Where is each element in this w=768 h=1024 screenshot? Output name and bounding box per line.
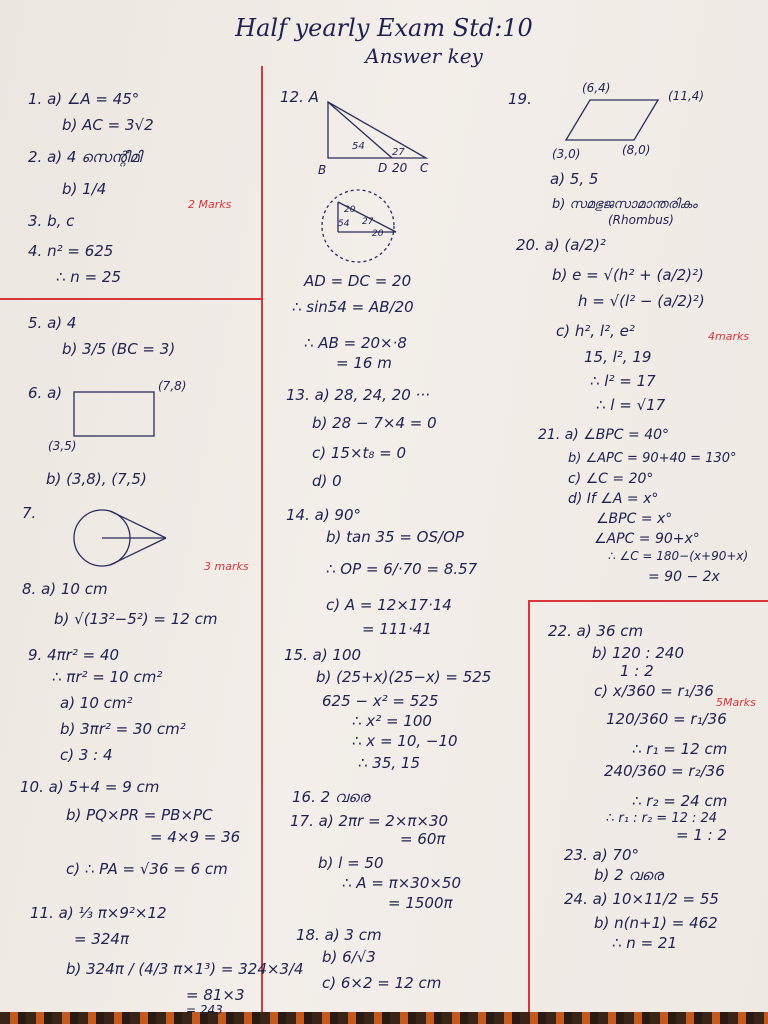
- answer-line: a) 10 cm²: [60, 694, 133, 712]
- answer-line: b) 1/4: [62, 180, 107, 198]
- answer-line: 3. b, c: [28, 212, 75, 230]
- answer-line: b) n(n+1) = 462: [594, 914, 718, 932]
- answer-line: h = √(l² − (a/2)²): [578, 292, 705, 310]
- answer-line: c) h², l², e²: [556, 322, 635, 340]
- answer-line: c) 15×t₈ = 0: [312, 444, 407, 462]
- answer-line: 1. a) ∠A = 45°: [28, 90, 140, 108]
- answer-line: b) (25+x)(25−x) = 525: [316, 668, 492, 686]
- answer-line: = 1500π: [388, 894, 453, 912]
- answer-line: 22. a) 36 cm: [548, 622, 644, 640]
- answer-line: = 4×9 = 36: [150, 828, 241, 846]
- column-divider-left: [261, 66, 263, 1012]
- coordinate-label: (6,4): [582, 81, 611, 95]
- answer-line: ∴ sin54 = AB/20: [292, 298, 414, 316]
- answer-line: 14. a) 90°: [286, 506, 362, 524]
- section-divider-left: [0, 298, 262, 300]
- answer-line: 4. n² = 625: [28, 242, 114, 260]
- answer-line: 625 − x² = 525: [322, 692, 439, 710]
- coordinate-label: (7,8): [158, 379, 187, 393]
- section-divider-right-top: [528, 600, 768, 602]
- answer-line: ∴ n = 25: [56, 268, 122, 286]
- answer-line: b) 120 : 240: [592, 644, 684, 662]
- answer-line: 19.: [508, 90, 532, 108]
- answer-line: ∴ πr² = 10 cm²: [52, 668, 163, 686]
- answer-line: 21. a) ∠BPC = 40°: [538, 427, 670, 443]
- angle-label: 54: [352, 141, 365, 152]
- section-divider-right: [528, 600, 530, 1012]
- circle-tangent-sketch: [72, 508, 172, 570]
- answer-line: ∴ l² = 17: [590, 372, 656, 390]
- answer-line: ∴ ∠C = 180−(x+90+x): [608, 549, 749, 563]
- answer-line: d) If ∠A = x°: [568, 491, 659, 507]
- answer-line: 12. A: [280, 88, 319, 106]
- answer-line: b) ∠APC = 90+40 = 130°: [568, 451, 737, 466]
- answer-line: c) x/360 = r₁/36: [594, 682, 714, 700]
- answer-line: ∴ n = 21: [612, 934, 678, 952]
- answer-line: ∴ x² = 100: [352, 712, 432, 730]
- answer-line: 11. a) ⅓ π×9²×12: [30, 904, 167, 922]
- length-label: 20: [344, 205, 356, 215]
- answer-line: ∴ 35, 15: [358, 754, 421, 772]
- answer-line: 120/360 = r₁/36: [606, 710, 727, 728]
- answer-line: 8. a) 10 cm: [22, 580, 108, 598]
- length-label: 20: [372, 229, 384, 239]
- answer-line: 18. a) 3 cm: [296, 926, 382, 944]
- length-label: 20: [392, 161, 408, 175]
- answer-line: 20. a) (a/2)²: [516, 236, 606, 254]
- answer-line: 5. a) 4: [28, 314, 77, 332]
- answer-line: = 111·41: [362, 620, 432, 638]
- answer-line: ∴ r₂ = 24 cm: [632, 792, 728, 810]
- answer-line: 6. a): [28, 384, 63, 402]
- answer-line: ∴ OP = 6/·70 = 8.57: [326, 560, 478, 578]
- vertex-label: B: [318, 163, 327, 177]
- answer-line: = 1 : 2: [676, 826, 728, 844]
- answer-line: 240/360 = r₂/36: [604, 762, 725, 780]
- answer-line: d) 0: [312, 472, 342, 490]
- answer-line: = 60π: [400, 830, 446, 848]
- answer-line: ∴ r₁ = 12 cm: [632, 740, 728, 758]
- answer-line: b) സമഭുജസാമാന്തരികം: [552, 197, 698, 212]
- answer-line: b) 324π / (4/3 π×1³) = 324×3/4: [66, 960, 304, 978]
- rectangle-sketch: [70, 388, 160, 438]
- triangle-sketch: [322, 98, 432, 162]
- answer-line: AD = DC = 20: [304, 272, 412, 290]
- parallelogram-sketch: [562, 96, 672, 146]
- answer-line: b) √(13²−5²) = 12 cm: [54, 610, 218, 628]
- answer-line: = 90 − 2x: [648, 569, 720, 585]
- answer-line: 13. a) 28, 24, 20 ···: [286, 386, 430, 404]
- answer-line: (Rhombus): [608, 213, 674, 227]
- answer-line: b) 2 വരെ: [594, 866, 664, 884]
- answer-line: c) ∴ PA = √36 = 6 cm: [66, 860, 228, 878]
- coordinate-label: (11,4): [668, 89, 705, 103]
- marks-label: 3 marks: [204, 560, 249, 573]
- answer-line: b) 3πr² = 30 cm²: [60, 720, 186, 738]
- marks-label: 5Marks: [716, 696, 756, 709]
- answer-line: = 243: [186, 1003, 223, 1017]
- answer-line: b) PQ×PR = PB×PC: [66, 806, 213, 824]
- marks-label: 4marks: [708, 330, 750, 343]
- answer-line: 23. a) 70°: [564, 846, 640, 864]
- answer-line: b) 28 − 7×4 = 0: [312, 414, 437, 432]
- marks-label: 2 Marks: [188, 198, 232, 211]
- answer-line: b) e = √(h² + (a/2)²): [552, 266, 704, 284]
- answer-line: b) 6/√3: [322, 948, 376, 966]
- answer-line: 2. a) 4 സെന്റീമി: [28, 148, 142, 166]
- answer-line: b) 3/5 (BC = 3): [62, 340, 176, 358]
- answer-line: 10. a) 5+4 = 9 cm: [20, 778, 160, 796]
- answer-line: ∴ r₁ : r₂ = 12 : 24: [606, 811, 718, 826]
- answer-line: 9. 4πr² = 40: [28, 646, 120, 664]
- answer-line: c) A = 12×17·14: [326, 596, 452, 614]
- dashed-circle-sketch: [314, 188, 404, 268]
- answer-line: = 324π: [74, 930, 129, 948]
- answer-line: ∴ AB = 20×·8: [304, 334, 407, 352]
- answer-line: ∠APC = 90+x°: [594, 531, 700, 547]
- answer-line: c) 3 : 4: [60, 746, 113, 764]
- vertex-label: C: [420, 161, 429, 175]
- answer-line: c) 6×2 = 12 cm: [322, 974, 442, 992]
- angle-label: 27: [392, 147, 405, 158]
- angle-label: 54: [338, 219, 350, 229]
- answer-line: 7.: [22, 504, 37, 522]
- answer-line: b) tan 35 = OS/OP: [326, 528, 464, 546]
- sheet-subtitle: Answer key: [365, 44, 483, 68]
- vertex-label: D: [378, 161, 388, 175]
- answer-line: c) ∠C = 20°: [568, 471, 654, 487]
- sheet-title: Half yearly Exam Std:10: [235, 14, 533, 42]
- answer-line: = 16 m: [336, 354, 392, 372]
- answer-line: 16. 2 വരെ: [292, 788, 370, 806]
- answer-line: ∠BPC = x°: [596, 511, 673, 527]
- background-cloth: [0, 1012, 768, 1024]
- answer-line: 15, l², 19: [584, 348, 652, 366]
- answer-line: ∴ x = 10, −10: [352, 732, 458, 750]
- answer-line: a) 5, 5: [550, 170, 599, 188]
- answer-line: = 81×3: [186, 986, 245, 1004]
- answer-line: 24. a) 10×11/2 = 55: [564, 890, 719, 908]
- answer-line: ∴ A = π×30×50: [342, 874, 462, 892]
- answer-line: 1 : 2: [620, 662, 654, 680]
- answer-line: b) (3,8), (7,5): [46, 470, 147, 488]
- answer-line: 17. a) 2πr = 2×π×30: [290, 812, 449, 830]
- answer-line: b) l = 50: [318, 854, 384, 872]
- coordinate-label: (8,0): [622, 143, 651, 157]
- answer-line: 15. a) 100: [284, 646, 362, 664]
- answer-line: b) AC = 3√2: [62, 116, 154, 134]
- answer-line: ∴ l = √17: [596, 396, 666, 414]
- angle-label: 27: [362, 217, 374, 227]
- coordinate-label: (3,0): [552, 147, 581, 161]
- coordinate-label: (3,5): [48, 439, 77, 453]
